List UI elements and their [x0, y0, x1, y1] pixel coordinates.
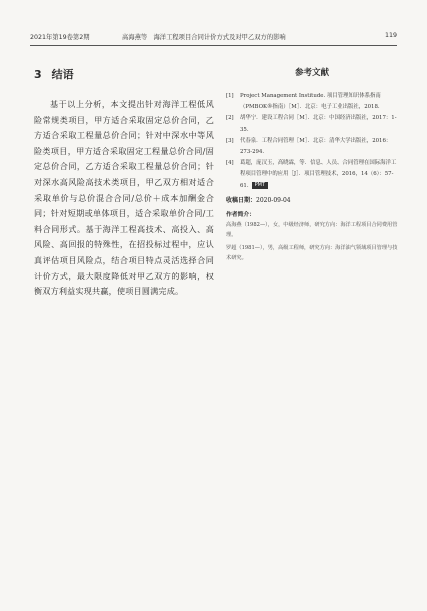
- reference-text: Project Management Institude. 项目管理知识体系指南（PMBOK®指南）［M］．北京：电子工业出版社，2018.: [240, 93, 381, 111]
- references-heading: 参考文献: [294, 68, 329, 78]
- references-column: [226, 66, 398, 264]
- running-header: [30, 32, 397, 44]
- section-title: 结语: [51, 68, 74, 81]
- reference-text: 葛超，庞汉玉，高晓霖，等．信息、人员、合同管理在国际海洋工程项目管理中的应用［J］．项目管理技术，2016，14（6）：57-61.: [240, 160, 397, 189]
- received-label: 收稿日期：: [226, 196, 257, 204]
- section-heading: [34, 66, 214, 82]
- section-number: 3: [34, 68, 42, 81]
- reference-text: 代春泉．工程合同管理［M］．北京：清华大学出版社，2016：273-294.: [240, 137, 392, 156]
- reference-item: [226, 158, 398, 192]
- reference-text: 胡华宁．建设工程合同［M］．北京：中国经济出版社，2017：1-35.: [240, 115, 397, 133]
- conclusion-paragraph: 基于以上分析，本文提出针对海洋工程低风险常规类项目，甲方适合采取固定总价合同，乙方适合采取工程量总价合同；针对中深水中等风险类项目，甲方适合采取固定工程量总价合同/固定总价合同，乙方适合采取工程量总价合同；针对深水高风险高技术类项目，甲乙双方相对适合采取单价与总价混合合同/总价＋成本加酬金合同；针对短期或单体项目，适合采取单价合同/工料合同形式。基于海洋工程高技术、高投入、高风险、高回报的特殊性，在招投标过程中，应认真评估项目风险点，结合项目特点灵活选择合同计价方式，最大限度降低对甲乙双方的影响，权衡双方利益实现共赢，使项目圆满完成。: [34, 99, 214, 297]
- received-date-line: [226, 195, 398, 204]
- header-rule: [30, 45, 397, 46]
- reference-index: [4]: [226, 160, 234, 167]
- reference-index: [1]: [226, 93, 234, 99]
- reference-item: [226, 113, 398, 135]
- reference-index: [3]: [226, 137, 234, 144]
- journal-issue: 2021年第19卷第2期: [30, 34, 90, 41]
- conclusion-column: [34, 66, 214, 300]
- reference-item: [226, 91, 398, 113]
- reference-item: [226, 136, 398, 158]
- page-number: 119: [384, 32, 397, 39]
- received-date: 2020-09-04: [256, 196, 291, 204]
- reference-index: [2]: [226, 115, 234, 122]
- author-bio: 高海燕（1982—），女，中级经济师，研究方向：海洋工程项目合同费用管理。: [226, 221, 398, 239]
- pmt-tag: PMT: [252, 182, 268, 189]
- author-bio: 罗超（1981—），男，高级工程师，研究方向：海洋油气领域项目管理与技术研究。: [226, 244, 398, 262]
- author-bio-heading: 作者简介：: [226, 211, 255, 218]
- running-title: 高海燕等 海洋工程项目合同计价方式及对甲乙双方的影响: [122, 34, 286, 41]
